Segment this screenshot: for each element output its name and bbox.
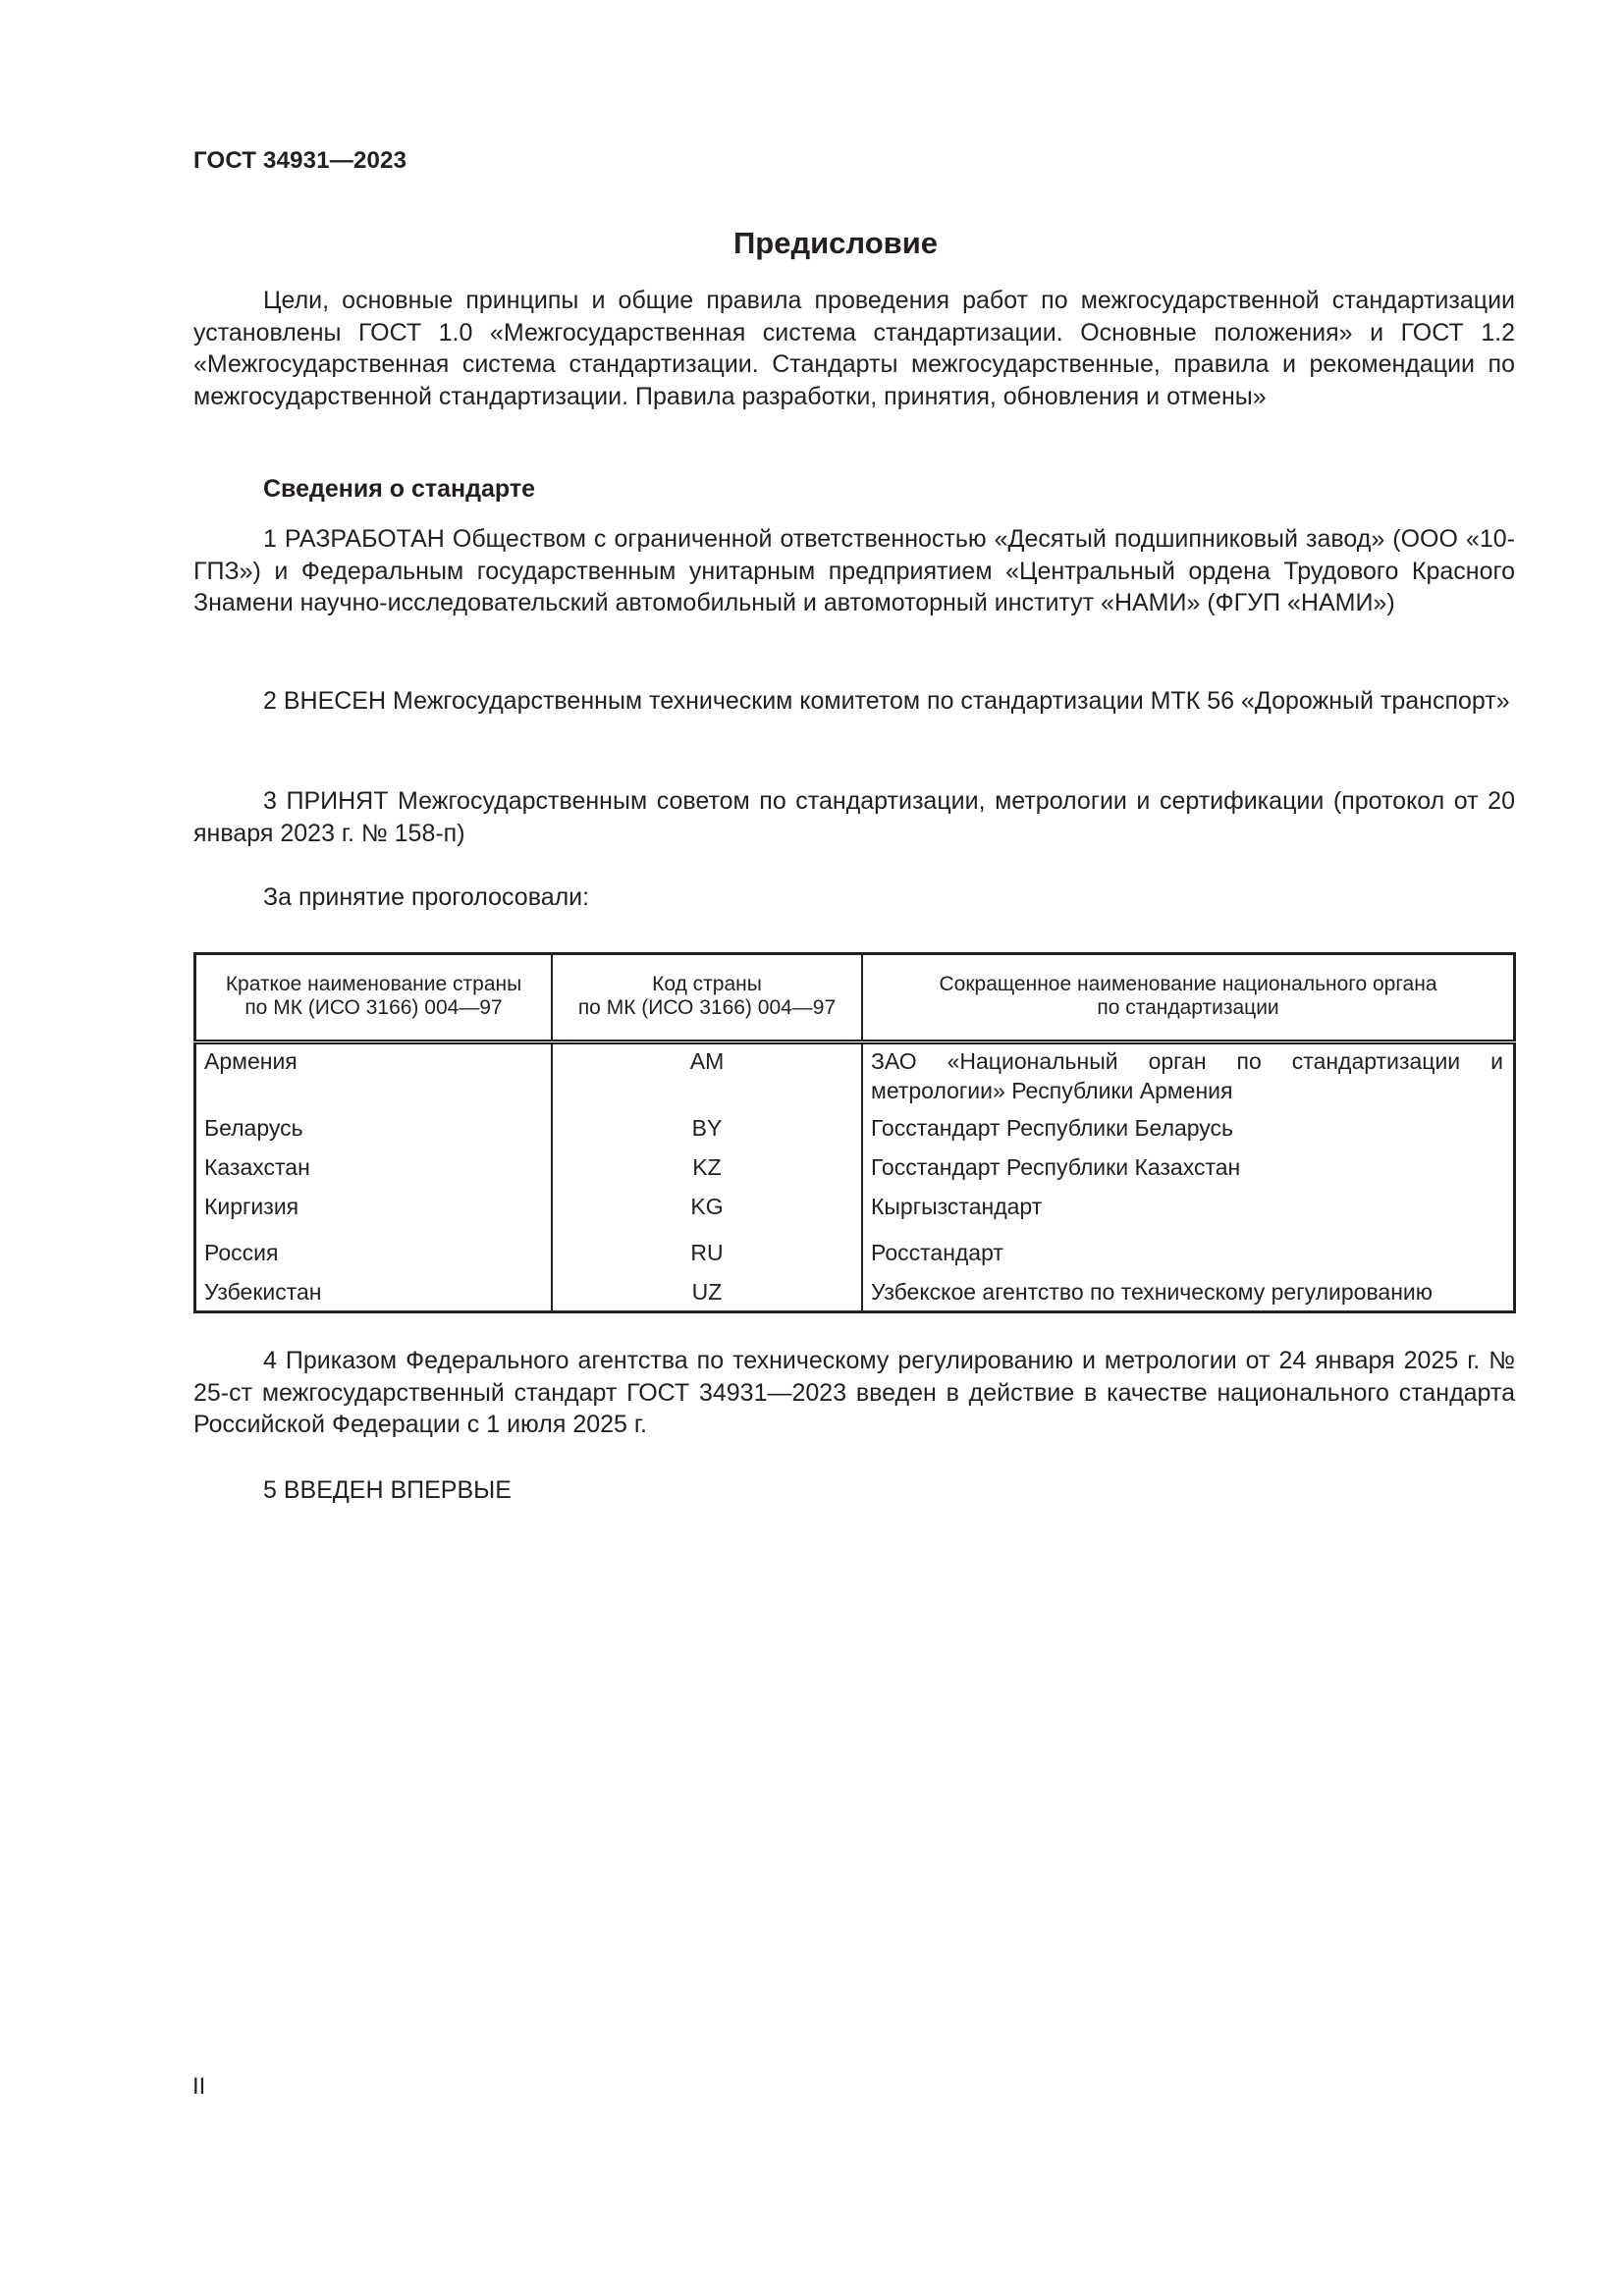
item-3-block xyxy=(193,785,1515,849)
cell-country: Армения xyxy=(195,1042,553,1114)
item-1-developed-by: 1 РАЗРАБОТАН Обществом с ограниченной ответственностью «Десятый подшипниковый завод» (ООО «10-ГПЗ») и Федеральным государственным унитарным предприятием «Центральный ордена Трудового Красного Знамени научно-исследовательский автомобильный и автомоторный институт «НАМИ» (ФГУП «НАМИ») xyxy=(193,525,1515,617)
table-row xyxy=(195,1238,1515,1277)
item-5-first-introduced: 5 ВВЕДЕН ВПЕРВЫЕ xyxy=(263,1476,512,1504)
table-row xyxy=(195,1152,1515,1192)
table-row xyxy=(195,1113,1515,1152)
cell-country: Узбекистан xyxy=(195,1277,553,1312)
section-heading: Сведения о стандарте xyxy=(263,475,536,503)
header-country-name: Краткое наименование страны по МК (ИСО 3166) 004—97 xyxy=(195,954,553,1042)
table-header-row xyxy=(195,954,1515,1042)
cell-code: KZ xyxy=(552,1152,862,1192)
header-country-code: Код страны по МК (ИСО 3166) 004—97 xyxy=(552,954,862,1042)
cell-code: BY xyxy=(552,1113,862,1152)
document-identifier: ГОСТ 34931—2023 xyxy=(193,147,407,174)
page-title: Предисловие xyxy=(732,226,938,260)
cell-country: Беларусь xyxy=(195,1113,553,1152)
item-5-block xyxy=(193,1474,1515,1507)
cell-country: Киргизия xyxy=(195,1192,553,1238)
voting-countries-table xyxy=(193,952,1516,1313)
intro-paragraph-block xyxy=(193,285,1515,412)
cell-national-body: Госстандарт Республики Казахстан xyxy=(862,1152,1515,1192)
item-2-block xyxy=(193,685,1515,718)
item-4-enacted: 4 Приказом Федерального агентства по техническому регулированию и метрологии от 24 января 2025 г. № 25-ст межгосударственный стандарт ГОСТ 34931—2023 введен в действие в качестве национального стандарта Российской Федерации с 1 июля 2025 г. xyxy=(193,1347,1515,1439)
item-3-adopted-by: 3 ПРИНЯТ Межгосударственным советом по стандартизации, метрологии и сертификации (протокол от 20 января 2023 г. № 158-п) xyxy=(193,787,1515,847)
cell-national-body: Госстандарт Республики Беларусь xyxy=(862,1113,1515,1152)
cell-code: KG xyxy=(552,1192,862,1238)
cell-code: UZ xyxy=(552,1277,862,1312)
page-number: II xyxy=(192,2073,206,2100)
item-1-block xyxy=(193,523,1515,619)
cell-code: RU xyxy=(552,1238,862,1277)
cell-national-body: ЗАО «Национальный орган по стандартизации и метрологии» Республики Армения xyxy=(862,1042,1515,1114)
cell-country: Россия xyxy=(195,1238,553,1277)
intro-paragraph: Цели, основные принципы и общие правила проведения работ по межгосударственной стандартизации установлены ГОСТ 1.0 «Межгосударственная система стандартизации. Основные положения» и ГОСТ 1.2 «Межгосударственная система стандартизации. Стандарты межгосударственные, правила и рекомендации по межгосударственной стандартизации. Правила разработки, принятия, обновления и отмены» xyxy=(193,287,1515,410)
table-row xyxy=(195,1277,1515,1312)
cell-national-body: Узбекское агентство по техническому регулированию xyxy=(862,1277,1515,1312)
cell-code: AM xyxy=(552,1042,862,1114)
cell-national-body: Кыргызстандарт xyxy=(862,1192,1515,1238)
cell-country: Казахстан xyxy=(195,1152,553,1192)
item-4-block xyxy=(193,1345,1515,1441)
table-row xyxy=(195,1192,1515,1238)
table-row xyxy=(195,1042,1515,1114)
vote-label: За принятие проголосовали: xyxy=(263,883,590,911)
header-national-body: Сокращенное наименование национального органа по стандартизации xyxy=(862,954,1515,1042)
item-2-introduced-by: 2 ВНЕСЕН Межгосударственным техническим комитетом по стандартизации МТК 56 «Дорожный транспорт» xyxy=(263,687,1510,715)
cell-national-body: Росстандарт xyxy=(862,1238,1515,1277)
